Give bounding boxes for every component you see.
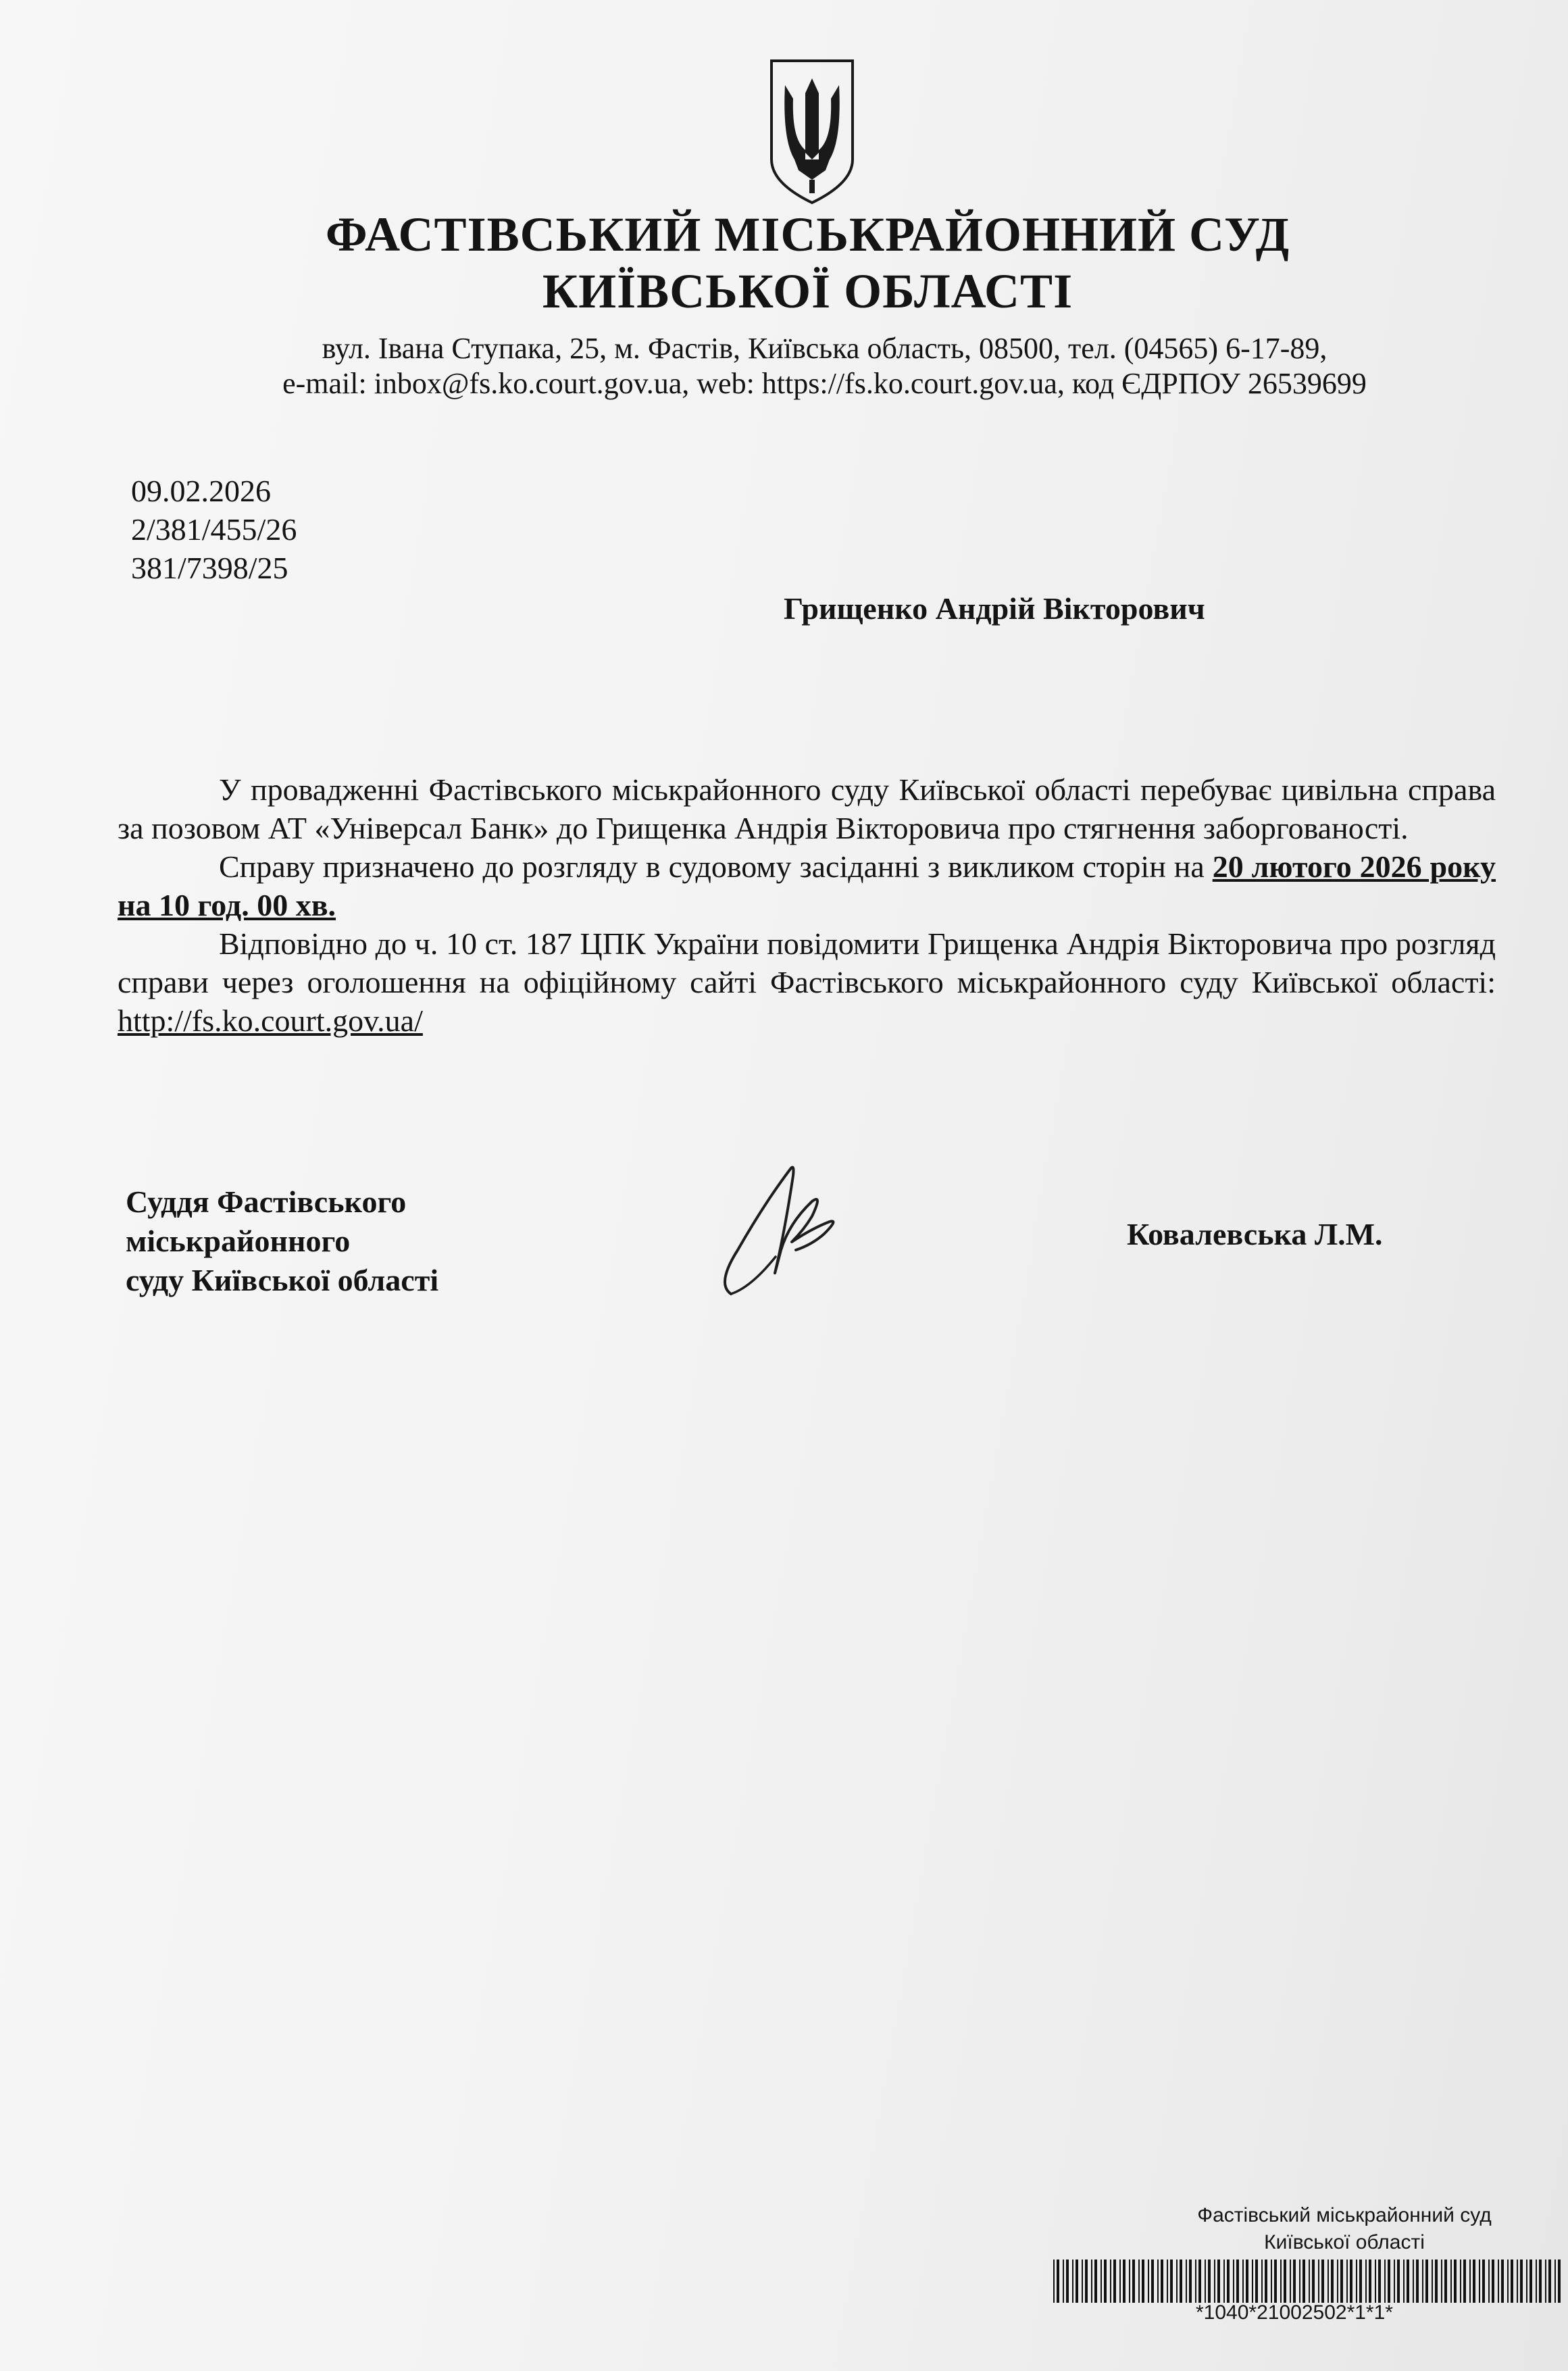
outgoing-number: 2/381/455/26 — [131, 512, 297, 547]
letter-date: 09.02.2026 — [131, 474, 271, 508]
court-title-line2: КИЇВСЬКОЇ ОБЛАСТІ — [542, 264, 1073, 318]
addressee: Грищенко Андрій Вікторович — [784, 591, 1205, 626]
judge-name: Ковалевська Л.М. — [1127, 1217, 1383, 1251]
trident-coat-of-arms-icon — [767, 58, 857, 205]
body-paragraph-2 — [118, 847, 1496, 924]
court-website-link[interactable]: http://fs.ko.court.gov.ua/ — [118, 1003, 423, 1038]
court-contacts: e-mail: inbox@fs.ko.court.gov.ua, web: https://fs.ko.court.gov.ua, код ЄДРПОУ 26539699 — [282, 367, 1367, 400]
case-number: 381/7398/25 — [131, 551, 288, 585]
barcode-number: *1040*21002502*1*1* — [1196, 2301, 1393, 2324]
hearing-text: Справу призначено до розгляду в судовому засіданні з викликом сторін на — [219, 849, 1213, 884]
barcode-icon — [1051, 2260, 1568, 2303]
body-paragraph-3 — [118, 924, 1496, 1040]
stamp-region: Київської області — [1264, 2231, 1425, 2253]
letter-body — [118, 770, 1496, 1040]
stamp-court-name: Фастівський міськрайонний суд — [1197, 2204, 1492, 2226]
hearing-datetime: 20 лютого 2026 року на 10 год. 00 хв. — [118, 849, 1496, 922]
body-paragraph-1: У провадженні Фастівського міськрайонного суду Київської області перебуває цивільна справа за позовом АТ «Універсал Банк» до Грищенка Андрія Вікторовича про стягнення заборгованості. — [118, 772, 1496, 845]
handwritten-signature-icon — [711, 1149, 853, 1311]
judge-title-line3: суду Київської області — [126, 1263, 439, 1297]
court-title-line1: ФАСТІВСЬКИЙ МІСЬКРАЙОННИЙ СУД — [325, 207, 1290, 261]
judge-title-line2: міськрайонного — [126, 1224, 351, 1258]
judge-title-line1: Суддя Фастівського — [126, 1184, 407, 1219]
notice-text: Відповідно до ч. 10 ст. 187 ЦПК України повідомити Грищенка Андрія Вікторовича про розгляд справи через оголошення на офіційному сайті Фастівського міськрайонного суду Київської області: — [118, 926, 1496, 999]
court-address: вул. Івана Ступака, 25, м. Фастів, Київська область, 08500, тел. (04565) 6-17-89, — [322, 332, 1327, 365]
judge-title — [126, 1182, 438, 1300]
